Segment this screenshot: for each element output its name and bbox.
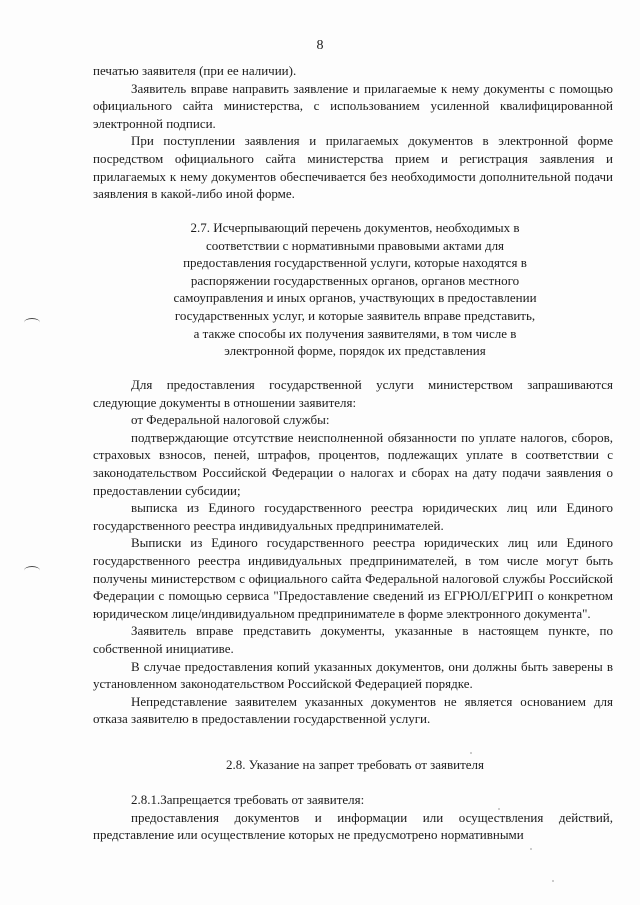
page-number: 8 [316,38,324,53]
paragraph: выписка из Единого государственного реестра юридических лиц или Единого государственного реестра индивидуальных предпринимателей. [93,500,613,533]
paragraph: Заявитель вправе представить документы, указанные в настоящем пункте, по собственной инициативе. [93,623,613,656]
paragraph: 2.8.1.Запрещается требовать от заявителя: [131,792,365,807]
scan-speck [498,808,500,810]
scan-speck [530,848,532,850]
paragraph: При поступлении заявления и прилагаемых документов в электронной форме посредством официального сайта министерства прием и регистрация заявления и прилагаемых к нему документов обеспечивается без необходимости дополнительной подачи заявления в какой-либо иной форме. [93,133,613,202]
paragraph: подтверждающие отсутствие неисполненной обязанности по уплате налогов, сборов, страховых взносов, пеней, штрафов, процентов, подлежащих уплате в соответствии с законодательством Российской Федерации о налогах и сборах на дату подачи заявления о предоставлении субсидии; [93,429,613,498]
heading-line: распоряжении государственных органов, органов местного [190,272,520,288]
paragraph: предоставления документов и информации или осуществления действий, представление или осуществление которых не предусмотрено нормативными [93,809,613,843]
paragraph: В случае предоставления копий указанных документов, они должны быть заверены в установленном законодательством Российской Федерацией порядке. [93,658,613,692]
text-block-prohibitions [93,791,613,844]
section-heading-2-7 [110,219,600,360]
scan-speck [552,880,554,882]
text-block-intro [93,62,613,203]
paragraph: Выписки из Единого государственного реестра юридических лиц или Единого государственного реестра индивидуальных предпринимателей, в том числе могут быть получены министерством с официального сайта Федеральной налоговой службы Российской Федерации с помощью сервиса "Предоставление сведений из ЕГРЮЛ/ЕГРИП о конкретном юридическом лице/индивидуальном предпринимателе в форме электронного документа". [93,535,613,621]
paragraph: Непредставление заявителем указанных документов не является основанием для отказа заявителю в предоставлении государственной услуги. [93,693,613,727]
binder-hole-mark [24,566,40,575]
heading-line: 2.7. Исчерпывающий перечень документов, необходимых в [190,220,520,235]
paragraph: от Федеральной налоговой службы: [131,412,330,428]
binder-hole-mark [24,318,40,327]
heading-line: государственных услуг, и которые заявитель вправе представить, [174,307,536,323]
section-heading-2-8: 2.8. Указание на запрет требовать от заявителя [225,757,485,772]
paragraph: Для предоставления государственной услуги министерством запрашиваются следующие документы в отношении заявителя: [93,377,613,410]
scan-speck [470,752,472,754]
heading-line: а также способы их получения заявителями, в том числе в [193,325,517,341]
heading-line: соответствии с нормативными правовыми актами для [205,237,505,253]
paragraph: печатью заявителя (при ее наличии). [93,63,297,78]
heading-line: самоуправления и иных органов, участвующих в предоставлении [173,290,537,306]
heading-line: электронной форме, порядок их представления [224,343,486,359]
paragraph: Заявитель вправе направить заявление и прилагаемые к нему документы с помощью официального сайта министерства, с использованием усиленной квалифицированной электронной подписи. [93,80,613,131]
text-block-documents [93,376,613,728]
heading-line: предоставления государственной услуги, которые находятся в [183,255,527,271]
